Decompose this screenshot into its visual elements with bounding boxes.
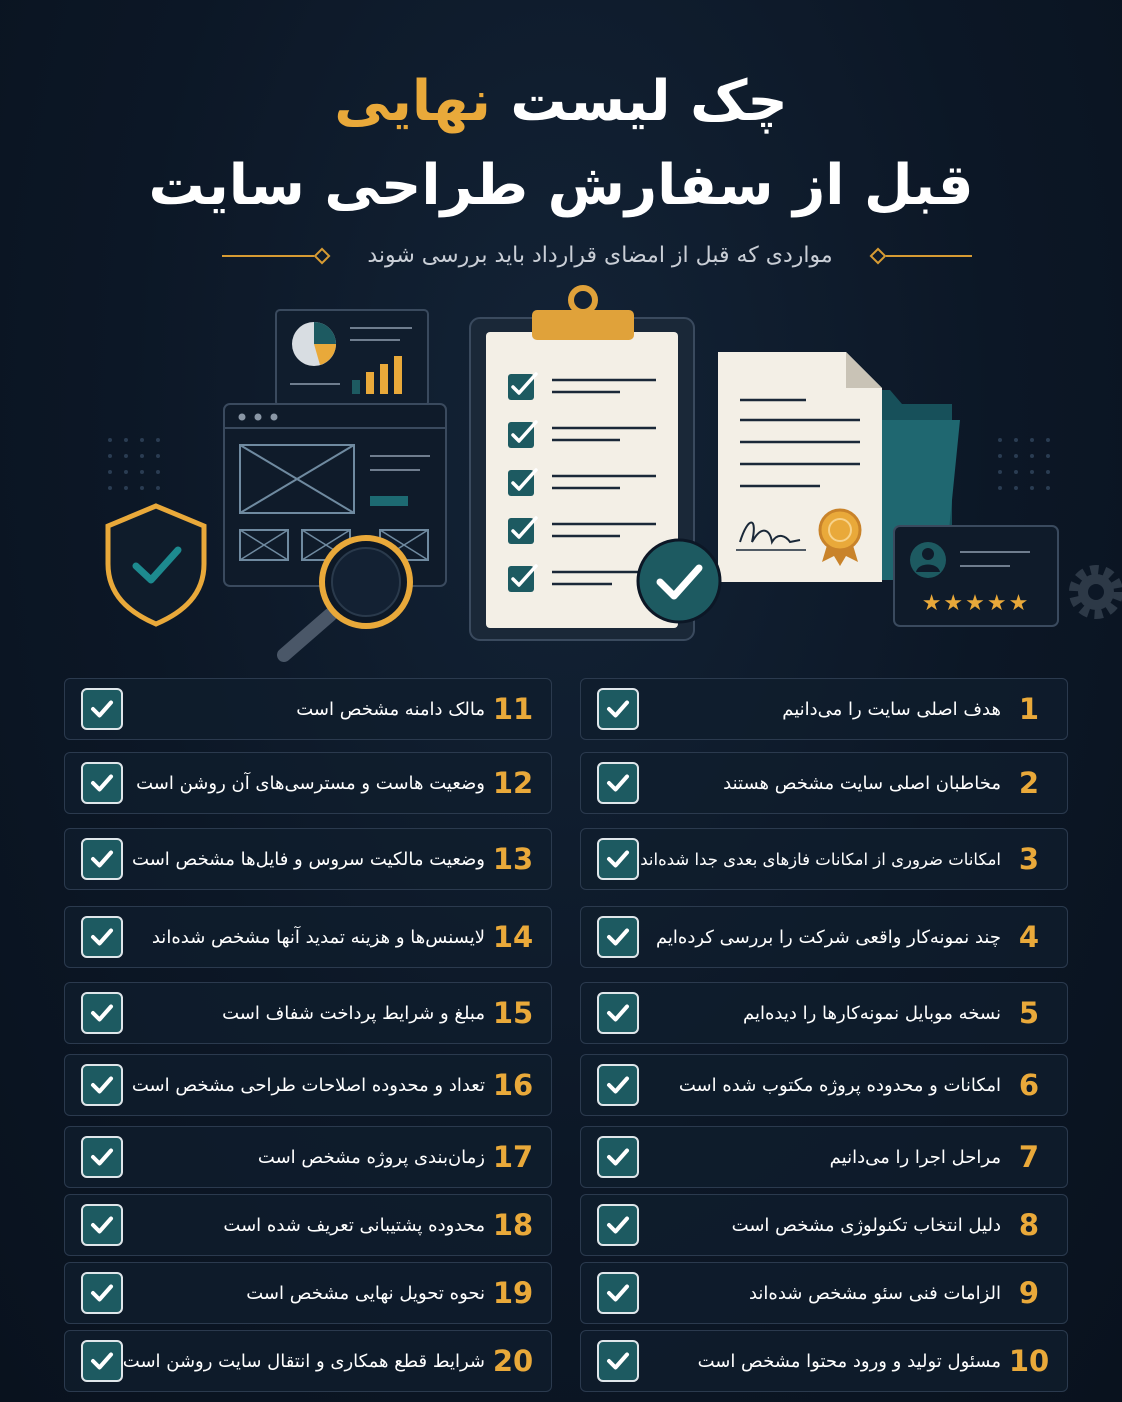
hero-illustration [0, 280, 1122, 680]
item-number: 7 [1018, 1140, 1040, 1174]
check-icon [605, 1348, 631, 1374]
item-number: 19 [492, 1276, 534, 1310]
check-icon [89, 1348, 115, 1374]
checkbox[interactable] [81, 688, 123, 730]
checkbox[interactable] [597, 1064, 639, 1106]
checkbox[interactable] [81, 1340, 123, 1382]
item-number: 5 [1018, 996, 1040, 1030]
checklist-item [580, 828, 1068, 890]
item-text: شرایط قطع همکاری و انتقال سایت روشن است [122, 1350, 485, 1372]
checklist-item [580, 1126, 1068, 1188]
checkbox[interactable] [81, 762, 123, 804]
checklist-item [580, 1262, 1068, 1324]
item-text: نسخه موبایل نمونه‌کارها را دیده‌ایم [743, 1002, 1001, 1024]
checkbox[interactable] [597, 1340, 639, 1382]
item-text: لایسنس‌ها و هزینه تمدید آنها مشخص شده‌اند [151, 926, 485, 948]
check-icon [89, 1072, 115, 1098]
checklist-item [580, 1330, 1068, 1392]
item-text: وضعیت مالکیت سروس و فایل‌ها مشخص است [132, 848, 485, 870]
item-text: دلیل انتخاب تکنولوژی مشخص است [731, 1214, 1001, 1236]
rating-stars: ★★★★★ [921, 591, 1031, 616]
item-number: 3 [1018, 842, 1040, 876]
check-icon [605, 770, 631, 796]
item-number: 20 [492, 1344, 534, 1378]
item-text: چند نمونه‌کار واقعی شرکت را بررسی کرده‌ایم [655, 926, 1001, 948]
item-number: 12 [492, 766, 534, 800]
checklist-item [64, 906, 552, 968]
check-icon [89, 924, 115, 950]
check-icon [605, 1072, 631, 1098]
item-number: 17 [492, 1140, 534, 1174]
user-review-card-icon [894, 526, 1058, 626]
checkbox[interactable] [81, 1204, 123, 1246]
divider-diamond-left [314, 248, 331, 265]
checklist-item [580, 1054, 1068, 1116]
checklist-item [64, 1262, 552, 1324]
check-icon [89, 770, 115, 796]
check-icon [89, 846, 115, 872]
checkbox[interactable] [597, 1272, 639, 1314]
checkbox[interactable] [597, 1204, 639, 1246]
item-number: 6 [1018, 1068, 1040, 1102]
checklist-item [64, 982, 552, 1044]
item-number: 13 [492, 842, 534, 876]
contract-document-icon [718, 352, 882, 582]
checklist-item [64, 1054, 552, 1116]
checkbox[interactable] [597, 762, 639, 804]
subtitle: مواردی که قبل از امضای قرارداد باید بررسی شوند [367, 243, 833, 268]
item-text: مراحل اجرا را می‌دانیم [829, 1146, 1001, 1168]
check-circle-icon [638, 540, 720, 622]
checkbox[interactable] [81, 838, 123, 880]
checkbox[interactable] [81, 916, 123, 958]
item-number: 9 [1018, 1276, 1040, 1310]
checklist-item [580, 982, 1068, 1044]
item-number: 15 [492, 996, 534, 1030]
item-text: مخاطبان اصلی سایت مشخص هستند [723, 772, 1001, 794]
item-text: زمان‌بندی پروژه مشخص است [257, 1146, 485, 1168]
check-icon [605, 924, 631, 950]
item-text: نحوه تحویل نهایی مشخص است [246, 1282, 485, 1304]
page-title-line-2: قبل از سفارش طراحی سایت [148, 153, 974, 218]
item-number: 8 [1018, 1208, 1040, 1242]
checkbox[interactable] [81, 1272, 123, 1314]
item-text: محدوده پشتیبانی تعریف شده است [223, 1214, 485, 1236]
shield-check-icon [108, 506, 204, 624]
item-text: مبلغ و شرایط پرداخت شفاف است [222, 1002, 485, 1024]
check-icon [89, 1212, 115, 1238]
checklist-item [64, 1126, 552, 1188]
checkbox[interactable] [597, 838, 639, 880]
item-number: 1 [1018, 692, 1040, 726]
checklist-item [580, 678, 1068, 740]
checkbox[interactable] [81, 1064, 123, 1106]
analytics-card [276, 310, 428, 406]
check-icon [605, 1000, 631, 1026]
item-text: امکانات ضروری از امکانات فازهای بعدی جدا شده‌اند [640, 849, 1001, 869]
checklist-item [64, 828, 552, 890]
item-text: هدف اصلی سایت را می‌دانیم [782, 698, 1001, 720]
checklist-item [64, 678, 552, 740]
item-number: 16 [492, 1068, 534, 1102]
item-number: 14 [492, 920, 534, 954]
dot-grid-right [998, 438, 1050, 490]
checkbox[interactable] [81, 1136, 123, 1178]
item-number: 18 [492, 1208, 534, 1242]
checklist-item [580, 1194, 1068, 1256]
check-icon [89, 1144, 115, 1170]
divider-line-left [222, 255, 314, 257]
item-text: امکانات و محدوده پروژه مکتوب شده است [678, 1074, 1001, 1096]
item-number: 11 [492, 692, 534, 726]
item-text: مسئول تولید و ورود محتوا مشخص است [697, 1350, 1001, 1372]
checkbox[interactable] [597, 916, 639, 958]
checklist-item [64, 1194, 552, 1256]
title-highlight: نهایی [334, 69, 491, 134]
item-text: تعداد و محدوده اصلاحات طراحی مشخص است [131, 1074, 485, 1096]
check-icon [605, 1144, 631, 1170]
checklist-item [580, 752, 1068, 814]
checklist-item [64, 1330, 552, 1392]
item-text: الزامات فنی سئو مشخص شده‌اند [748, 1282, 1001, 1304]
divider-line-right [886, 255, 972, 257]
subtitle-row [0, 236, 1122, 276]
item-number: 2 [1018, 766, 1040, 800]
check-icon [89, 696, 115, 722]
gear-icon [1074, 570, 1118, 614]
page-title-line-1 [0, 62, 1122, 142]
award-seal-icon [820, 510, 860, 566]
checklist-item [64, 752, 552, 814]
dot-grid-left [108, 438, 160, 490]
checkbox[interactable] [597, 688, 639, 730]
check-icon [605, 696, 631, 722]
checkbox[interactable] [81, 992, 123, 1034]
checkbox[interactable] [597, 992, 639, 1034]
check-icon [605, 1280, 631, 1306]
item-number: 4 [1018, 920, 1040, 954]
item-number: 10 [1008, 1344, 1050, 1378]
item-text: مالک دامنه مشخص است [296, 698, 485, 720]
check-icon [89, 1280, 115, 1306]
divider-diamond-right [870, 248, 887, 265]
checkbox[interactable] [597, 1136, 639, 1178]
check-icon [89, 1000, 115, 1026]
item-text: وضعیت هاست و مسترسی‌های آن روشن است [136, 772, 485, 794]
checklist-item [580, 906, 1068, 968]
check-icon [605, 1212, 631, 1238]
check-icon [605, 846, 631, 872]
title-prefix: چک لیست [490, 69, 788, 134]
